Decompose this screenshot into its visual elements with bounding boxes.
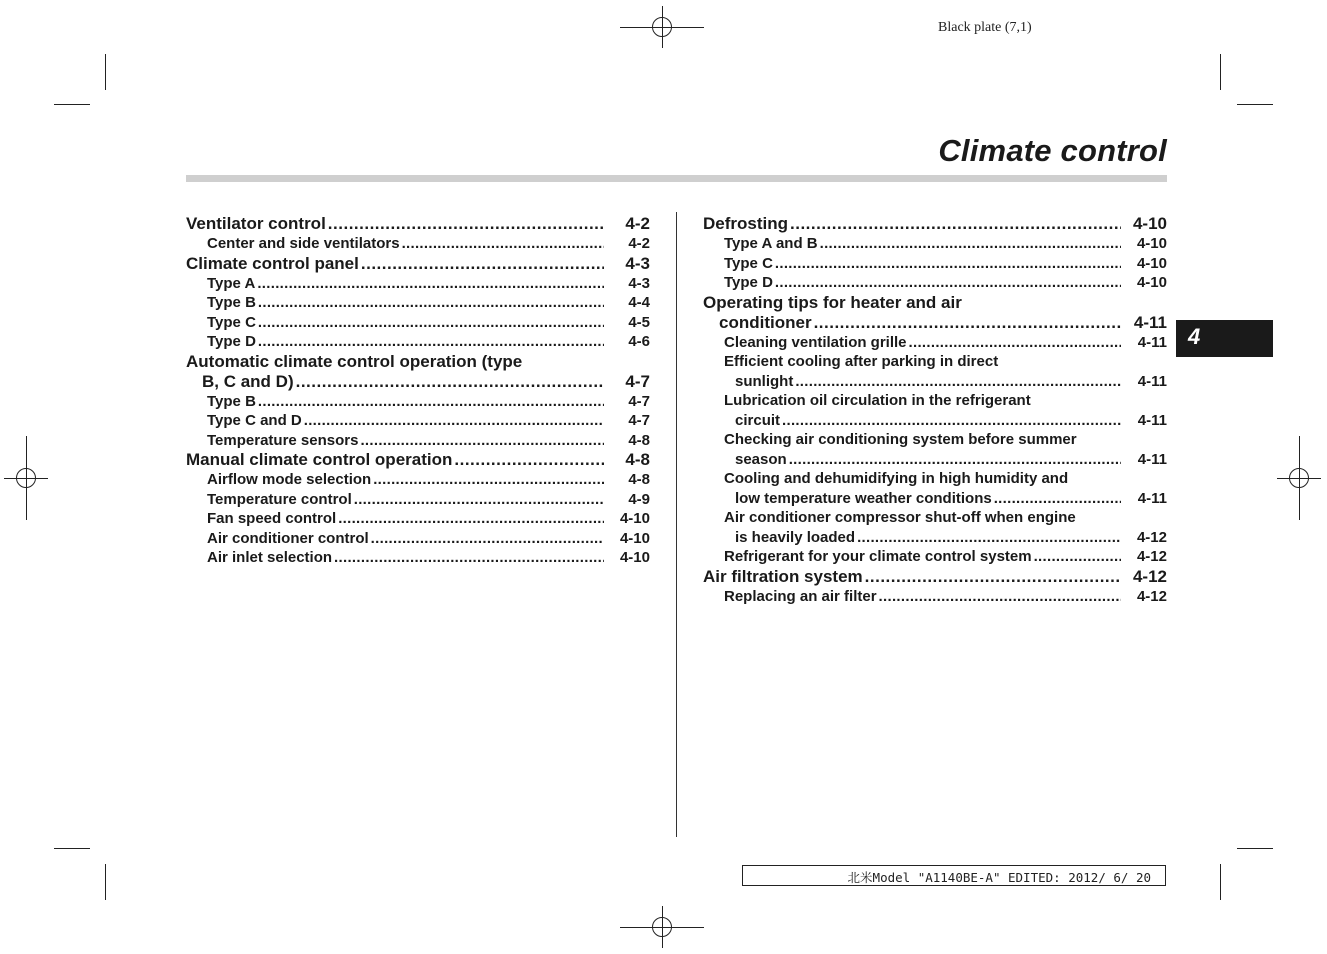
toc-subsection-entry[interactable] bbox=[703, 352, 1167, 391]
toc-section-entry[interactable] bbox=[186, 352, 650, 392]
footer-edit-code: 北米Model "A1140BE-A" EDITED: 2012/ 6/ 20 bbox=[742, 865, 1166, 886]
toc-section-entry[interactable] bbox=[703, 214, 1167, 234]
toc-page-number: 4-11 bbox=[1137, 333, 1167, 351]
toc-entry-title: Air filtration system bbox=[703, 566, 863, 586]
crop-mark bbox=[105, 54, 106, 90]
toc-section-entry[interactable] bbox=[186, 214, 650, 234]
dot-leader bbox=[354, 490, 604, 510]
toc-page-number: 4-7 bbox=[625, 371, 650, 391]
toc-left-column bbox=[186, 214, 650, 568]
toc-page-number: 4-9 bbox=[628, 490, 650, 508]
toc-entry-title: Fan speed control bbox=[207, 510, 337, 527]
toc-page-number: 4-3 bbox=[625, 253, 650, 273]
toc-subsection-entry[interactable] bbox=[186, 529, 650, 549]
dot-leader bbox=[857, 528, 1121, 548]
toc-page-number: 4-7 bbox=[628, 412, 650, 429]
toc-entry-title: Temperature control bbox=[207, 490, 352, 508]
crop-mark bbox=[1220, 54, 1221, 90]
toc-subsection-entry[interactable] bbox=[186, 332, 650, 352]
dot-leader bbox=[296, 372, 604, 392]
toc-page-number: 4-8 bbox=[625, 450, 650, 469]
dot-leader bbox=[258, 293, 604, 313]
dot-leader bbox=[360, 431, 604, 451]
toc-entry-title: Efficient cooling after parking in direct bbox=[724, 353, 999, 370]
toc-entry-title: Ventilator control bbox=[186, 214, 326, 233]
toc-section-entry[interactable] bbox=[186, 254, 650, 274]
chapter-tab bbox=[1176, 320, 1273, 357]
dot-leader bbox=[909, 333, 1121, 353]
registration-circle bbox=[652, 17, 672, 37]
dot-leader bbox=[782, 411, 1121, 431]
dot-leader bbox=[328, 214, 604, 234]
toc-page-number: 4-3 bbox=[628, 274, 650, 292]
dot-leader bbox=[258, 392, 604, 412]
dot-leader bbox=[258, 332, 604, 352]
toc-page-number: 4-4 bbox=[628, 294, 650, 311]
crop-mark bbox=[54, 104, 90, 105]
toc-entry-title: Center and side ventilators bbox=[207, 235, 400, 252]
toc-page-number: 4-12 bbox=[1136, 528, 1167, 546]
crop-mark bbox=[54, 848, 90, 849]
toc-subsection-entry[interactable] bbox=[703, 547, 1167, 567]
toc-subsection-entry[interactable] bbox=[703, 508, 1167, 547]
toc-page-number: 4-10 bbox=[1136, 254, 1167, 272]
toc-subsection-entry[interactable] bbox=[186, 274, 650, 294]
toc-entry-title-continued: B, C and D) bbox=[202, 371, 294, 391]
toc-page-number: 4-2 bbox=[625, 214, 650, 233]
toc-page-number: 4-11 bbox=[1137, 372, 1167, 390]
toc-subsection-entry[interactable] bbox=[703, 587, 1167, 607]
toc-page-number: 4-7 bbox=[628, 392, 650, 410]
dot-leader bbox=[994, 489, 1121, 509]
dot-leader bbox=[334, 548, 604, 568]
crop-mark bbox=[1220, 864, 1221, 900]
dot-leader bbox=[402, 234, 604, 254]
dot-leader bbox=[814, 313, 1121, 333]
dot-leader bbox=[820, 234, 1121, 254]
toc-entry-title: Type A bbox=[207, 274, 256, 292]
toc-page-number: 4-10 bbox=[1136, 274, 1167, 291]
dot-leader bbox=[775, 273, 1121, 293]
toc-entry-title: Temperature sensors bbox=[207, 431, 359, 449]
dot-leader bbox=[795, 372, 1121, 392]
toc-entry-title: Type B bbox=[207, 392, 256, 410]
toc-entry-title: Refrigerant for your climate control system bbox=[724, 548, 1032, 565]
toc-subsection-entry[interactable] bbox=[703, 333, 1167, 353]
toc-page-number: 4-10 bbox=[619, 529, 650, 547]
toc-page-number: 4-6 bbox=[628, 333, 650, 350]
dot-leader bbox=[304, 411, 604, 431]
dot-leader bbox=[879, 587, 1121, 607]
toc-subsection-entry[interactable] bbox=[186, 392, 650, 412]
toc-entry-title: Type D bbox=[724, 274, 773, 291]
plate-label: Black plate (7,1) bbox=[938, 20, 1032, 35]
dot-leader bbox=[373, 470, 604, 490]
toc-subsection-entry[interactable] bbox=[186, 490, 650, 510]
toc-entry-title: Cooling and dehumidifying in high humidity and bbox=[724, 470, 1069, 487]
toc-entry-title: Defrosting bbox=[703, 214, 788, 233]
toc-entry-title: Air conditioner control bbox=[207, 529, 369, 547]
dot-leader bbox=[454, 450, 604, 470]
toc-page-number: 4-2 bbox=[628, 235, 650, 252]
crop-mark bbox=[1237, 104, 1273, 105]
toc-entry-title: Cleaning ventilation grille bbox=[724, 333, 907, 351]
toc-entry-title: Climate control panel bbox=[186, 253, 359, 273]
toc-right-column bbox=[703, 214, 1167, 606]
toc-entry-title: Air conditioner compressor shut-off when engine bbox=[724, 509, 1076, 526]
column-divider bbox=[676, 212, 677, 837]
toc-section-entry[interactable] bbox=[703, 293, 1167, 333]
toc-subsection-entry[interactable] bbox=[703, 273, 1167, 293]
toc-entry-title: Type A and B bbox=[724, 235, 818, 252]
toc-page-number: 4-11 bbox=[1137, 450, 1167, 468]
toc-subsection-entry[interactable] bbox=[186, 548, 650, 568]
toc-page-number: 4-5 bbox=[628, 313, 650, 331]
toc-section-entry[interactable] bbox=[703, 567, 1167, 587]
toc-section-entry[interactable] bbox=[186, 450, 650, 470]
toc-entry-title: Type C bbox=[207, 313, 256, 331]
toc-entry-title-continued: low temperature weather conditions bbox=[735, 489, 992, 507]
toc-entry-title: Operating tips for heater and air bbox=[703, 292, 962, 312]
toc-page-number: 4-8 bbox=[628, 471, 650, 488]
toc-entry-title: Lubrication oil circulation in the refrigerant bbox=[724, 392, 1031, 409]
toc-entry-title: Type C bbox=[724, 254, 773, 272]
toc-entry-title-continued: sunlight bbox=[735, 372, 794, 390]
toc-page-number: 4-10 bbox=[1132, 214, 1167, 233]
dot-leader bbox=[1034, 547, 1121, 567]
toc-subsection-entry[interactable] bbox=[186, 293, 650, 313]
toc-subsection-entry[interactable] bbox=[703, 430, 1167, 469]
toc-page-number: 4-11 bbox=[1133, 312, 1167, 332]
dot-leader bbox=[789, 450, 1121, 470]
dot-leader bbox=[775, 254, 1121, 274]
toc-entry-title: Manual climate control operation bbox=[186, 450, 453, 469]
toc-page-number: 4-12 bbox=[1136, 587, 1167, 605]
dot-leader bbox=[257, 274, 604, 294]
toc-entry-title: Airflow mode selection bbox=[207, 471, 372, 488]
toc-subsection-entry[interactable] bbox=[186, 470, 650, 490]
crop-mark bbox=[1237, 848, 1273, 849]
toc-subsection-entry[interactable] bbox=[186, 509, 650, 529]
dot-leader bbox=[361, 254, 604, 274]
dot-leader bbox=[338, 509, 604, 529]
crop-mark bbox=[105, 864, 106, 900]
toc-subsection-entry[interactable] bbox=[703, 234, 1167, 254]
toc-entry-title-continued: circuit bbox=[735, 411, 781, 429]
toc-entry-title: Automatic climate control operation (type bbox=[186, 351, 523, 371]
toc-entry-title: Air inlet selection bbox=[207, 549, 333, 566]
toc-entry-title: Type B bbox=[207, 294, 256, 311]
toc-entry-title-continued: conditioner bbox=[719, 312, 812, 332]
toc-subsection-entry[interactable] bbox=[186, 411, 650, 431]
toc-entry-title: Checking air conditioning system before summer bbox=[724, 431, 1077, 448]
toc-subsection-entry[interactable] bbox=[703, 391, 1167, 430]
toc-entry-title-continued: season bbox=[735, 450, 787, 468]
toc-page-number: 4-12 bbox=[1136, 548, 1167, 565]
toc-page-number: 4-10 bbox=[1136, 235, 1167, 252]
chapter-number: 4 bbox=[1188, 324, 1201, 349]
toc-entry-title: Type D bbox=[207, 333, 256, 350]
toc-entry-title: Type C and D bbox=[207, 412, 302, 429]
toc-entry-title: Replacing an air filter bbox=[724, 587, 877, 605]
toc-subsection-entry[interactable] bbox=[703, 254, 1167, 274]
toc-page-number: 4-12 bbox=[1132, 566, 1167, 586]
toc-page-number: 4-11 bbox=[1137, 489, 1167, 507]
toc-page-number: 4-8 bbox=[628, 431, 650, 449]
registration-circle bbox=[652, 917, 672, 937]
page-title: Climate control bbox=[938, 133, 1167, 168]
toc-subsection-entry[interactable] bbox=[186, 234, 650, 254]
dot-leader bbox=[371, 529, 604, 549]
toc-page-number: 4-11 bbox=[1137, 411, 1167, 429]
registration-circle bbox=[1289, 468, 1309, 488]
title-rule bbox=[186, 175, 1167, 182]
registration-circle bbox=[16, 468, 36, 488]
toc-page-number: 4-10 bbox=[619, 549, 650, 566]
dot-leader bbox=[865, 567, 1121, 587]
toc-page-number: 4-10 bbox=[619, 510, 650, 527]
dot-leader bbox=[258, 313, 604, 333]
dot-leader bbox=[790, 214, 1121, 234]
toc-subsection-entry[interactable] bbox=[703, 469, 1167, 508]
toc-subsection-entry[interactable] bbox=[186, 313, 650, 333]
toc-subsection-entry[interactable] bbox=[186, 431, 650, 451]
toc-entry-title-continued: is heavily loaded bbox=[735, 528, 856, 546]
